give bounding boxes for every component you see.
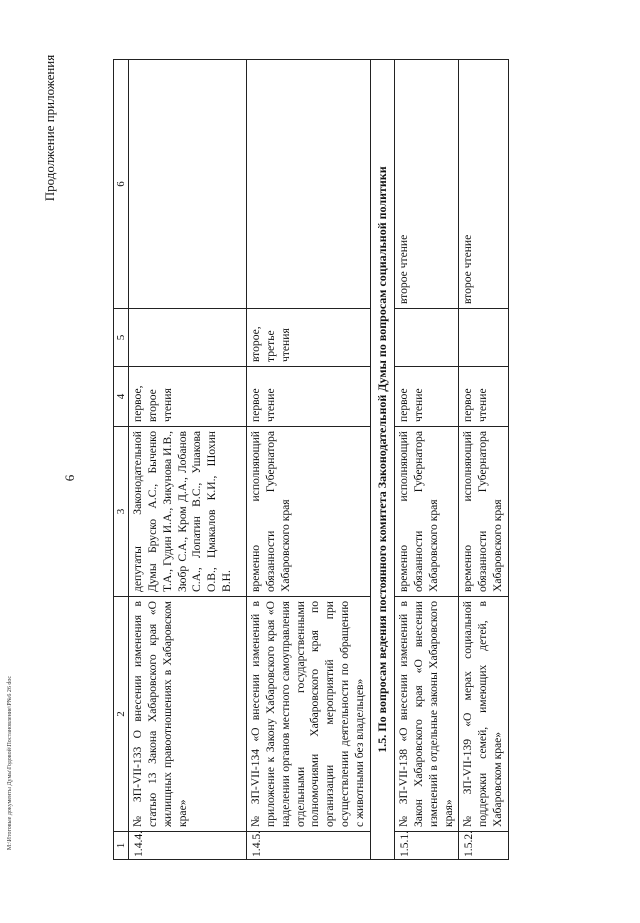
reading-col5 xyxy=(395,309,459,367)
table-row xyxy=(459,60,509,860)
reading-col4: первое чтение xyxy=(247,367,371,427)
page-number: 6 xyxy=(62,474,77,482)
bill-author: депутаты Законодательной Думы Бруско А.С., Быченко Т.А., Гудин И.А., Зикунова И.В., Зюбр С.А., Кром Д.А., Лобанов С.А., Лопатин В.С., Ушакова О.В., Цмакалов К.И., Шохин В.Н. xyxy=(129,427,247,597)
reading-col6 xyxy=(129,60,247,309)
column-header: 1 xyxy=(114,832,129,860)
section-title: 1.5. По вопросам ведения постоянного комитета Законодательной Думы по вопросам социальной политики xyxy=(370,60,394,860)
bill-title: № ЗП-VII-134 «О внесении изменений в приложение к Закону Хабаровского края «О наделении органов местного самоуправления отдельными государственными полномочиями Хабаровского края по организации мероприятий при осуществлении деятельности по обращению с животными без владельцев» xyxy=(247,597,371,832)
legislation-table xyxy=(113,59,509,860)
column-header: 6 xyxy=(114,60,129,309)
reading-col4: первое, второе чтения xyxy=(129,367,247,427)
row-number: 1.5.2. xyxy=(459,832,509,860)
reading-col4: первое чтение xyxy=(459,367,509,427)
reading-col4: первое чтение xyxy=(395,367,459,427)
table-row xyxy=(247,60,371,860)
bill-title: № ЗП-VII-139 «О мерах социальной поддержки семей, имеющих детей, в Хабаровском крае» xyxy=(459,597,509,832)
reading-col5 xyxy=(129,309,247,367)
bill-title: № ЗП-VII-138 «О внесении изменений в Закон Хабаровского края «О внесении изменений в отдельные законы Хабаровского края» xyxy=(395,597,459,832)
reading-col6: второе чтение xyxy=(395,60,459,309)
row-number: 1.4.5. xyxy=(247,832,371,860)
continuation-label: Продолжение приложения xyxy=(42,54,57,202)
reading-col5: второе, третье чтения xyxy=(247,309,371,367)
column-header: 3 xyxy=(114,427,129,597)
row-number: 1.4.4. xyxy=(129,832,247,860)
column-header: 5 xyxy=(114,309,129,367)
rotated-table-container xyxy=(113,60,505,860)
section-row xyxy=(370,60,394,860)
bill-author: временно исполняющий обязанности Губернатора Хабаровского края xyxy=(247,427,371,597)
footer-file-path: M:\Итоговые документы Думы\Годовой\Постановление\Р№6 26 doc xyxy=(7,675,13,851)
row-number: 1.5.1. xyxy=(395,832,459,860)
header-row xyxy=(114,60,129,860)
reading-col6 xyxy=(247,60,371,309)
bill-author: временно исполняющий обязанности Губернатора Хабаровского края xyxy=(459,427,509,597)
bill-author: временно исполняющий обязанности Губернатора Хабаровского края xyxy=(395,427,459,597)
reading-col5 xyxy=(459,309,509,367)
table-row xyxy=(129,60,247,860)
reading-col6: второе чтение xyxy=(459,60,509,309)
table-row xyxy=(395,60,459,860)
column-header: 4 xyxy=(114,367,129,427)
column-header: 2 xyxy=(114,597,129,832)
bill-title: № ЗП-VII-133 О внесении изменения в статью 13 Закона Хабаровского края «О жилищных правоотношениях в Хабаровском крае» xyxy=(129,597,247,832)
